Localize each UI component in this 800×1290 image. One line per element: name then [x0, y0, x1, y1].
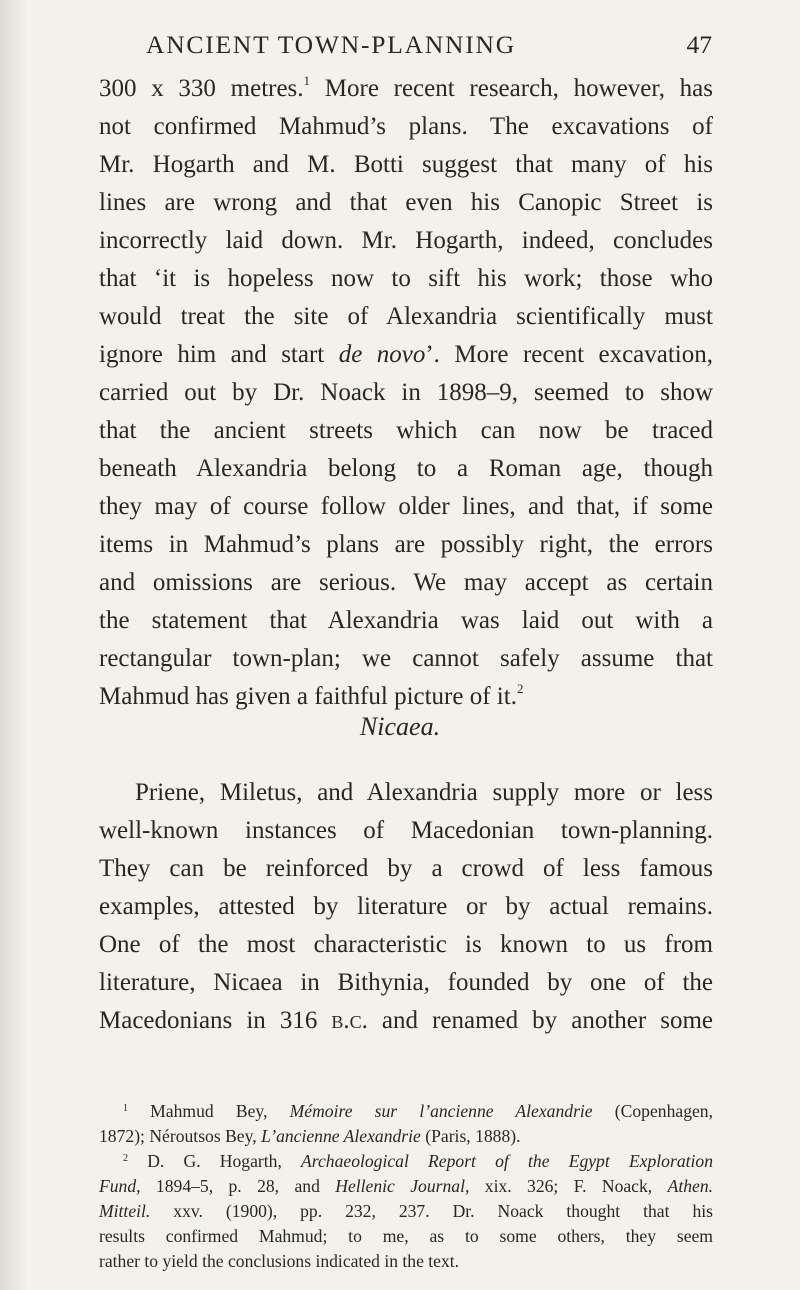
body-line: that the ancient streets which can now be traced [99, 417, 713, 444]
body-line: that ‘it is hopeless now to sift his work; those who [99, 265, 713, 292]
body-text [99, 70, 713, 716]
body-line: the statement that Alexandria was laid out with a [99, 607, 713, 634]
page-number: 47 [686, 30, 712, 59]
body-line: carried out by Dr. Noack in 1898–9, seemed to show [99, 379, 713, 406]
footnote-2-cont: results confirmed Mahmud; to me, as to some others, they seem [99, 1226, 713, 1246]
body-line: They can be reinforced by a crowd of less famous [99, 855, 713, 882]
gutter-shadow [0, 0, 28, 1290]
body-line: Macedonians in 316 b.c. and renamed by another some [99, 1007, 714, 1034]
body-line: would treat the site of Alexandria scientifically must [99, 303, 713, 330]
footnote-2-cont: Fund, 1894–5, p. 28, and Hellenic Journal, xix. 326; F. Noack, Athen. [99, 1176, 714, 1196]
running-head [146, 30, 712, 70]
body-line: Priene, Miletus, and Alexandria supply more or less [135, 779, 713, 806]
footnote-1-cont: 1872); Néroutsos Bey, L’ancienne Alexandrie (Paris, 1888). [99, 1126, 521, 1146]
era-abbrev: b.c. [331, 1007, 368, 1034]
body-line: items in Mahmud’s plans are possibly right, the errors [99, 531, 713, 558]
body-line: One of the most characteristic is known to us from [99, 931, 713, 958]
running-head-title: ANCIENT TOWN-PLANNING [146, 30, 516, 59]
body-line: examples, attested by literature or by actual remains. [99, 893, 713, 920]
body-line: incorrectly laid down. Mr. Hogarth, indeed, concludes [99, 227, 713, 254]
section-body [99, 774, 713, 1040]
body-line: and omissions are serious. We may accept as certain [99, 569, 713, 596]
body-line: they may of course follow older lines, and that, if some [99, 493, 713, 520]
footnote-2-cont: Mitteil. xxv. (1900), pp. 232, 237. Dr. Noack thought that his [99, 1201, 713, 1221]
body-line: literature, Nicaea in Bithynia, founded by one of the [99, 969, 713, 996]
section-heading: Nicaea. [359, 712, 441, 741]
body-line: ignore him and start de novo’. More recent excavation, [99, 341, 713, 368]
footnote-2: $^2$ D. G. Hogarth, Archaeological Report of the Egypt Exploration [123, 1151, 713, 1171]
italic-phrase: de novo [338, 341, 426, 368]
body-line: well-known instances of Macedonian town-planning. [99, 817, 713, 844]
body-line: not confirmed Mahmud’s plans. The excavations of [99, 113, 713, 140]
body-line: Mr. Hogarth and M. Botti suggest that many of his [99, 151, 713, 178]
footnote-1: $^1$ Mahmud Bey, Mémoire sur l’ancienne Alexandrie (Copenhagen, [123, 1101, 713, 1121]
body-line: rectangular town-plan; we cannot safely assume that [99, 645, 713, 672]
body-line: lines are wrong and that even his Canopic Street is [99, 189, 713, 216]
body-line: Mahmud has given a faithful picture of it.$^2$ [99, 681, 524, 710]
body-line: 300 x 330 metres.$^1$ More recent research, however, has [99, 73, 714, 102]
footnote-2-cont: rather to yield the conclusions indicated in the text. [99, 1251, 460, 1271]
footnote-ref: 1 [303, 73, 311, 88]
body-line: beneath Alexandria belong to a Roman age, though [99, 455, 713, 482]
footnotes [99, 1099, 713, 1274]
footnote-ref: 2 [516, 681, 524, 696]
